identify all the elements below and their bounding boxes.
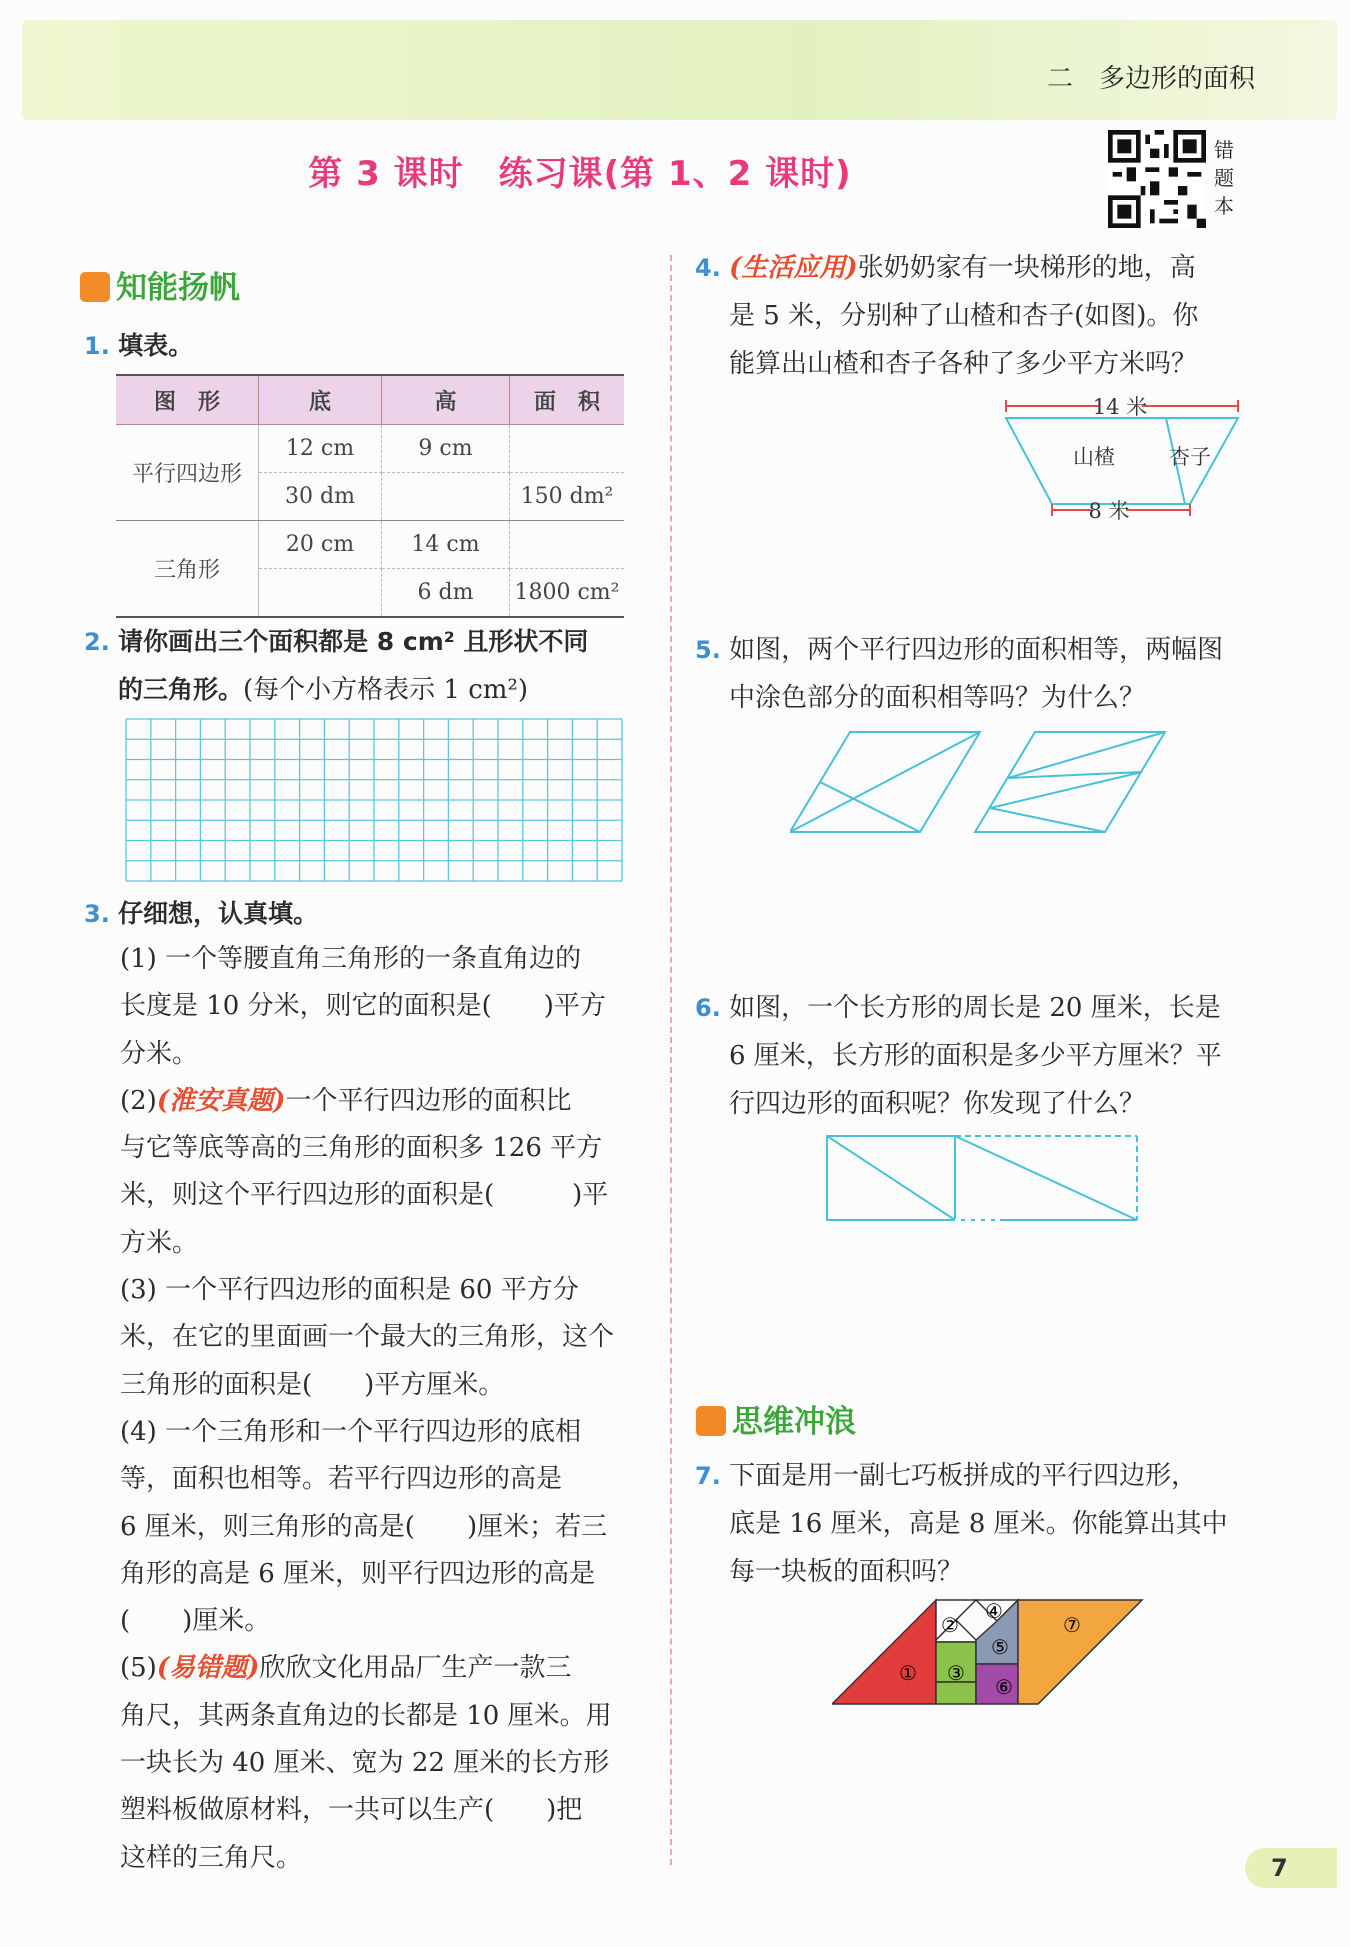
apricot-label: 杏子 [1169,445,1211,469]
section-title-1: 知能扬帆 [80,262,240,307]
piece-3-label: ③ [947,1661,965,1685]
wave-icon [696,1406,726,1436]
piece-4-label: ④ [985,1599,1003,1623]
bottom-length-label: 8 米 [1088,499,1130,523]
tangram-figure [832,1598,1146,1708]
sail-icon [80,272,110,302]
q6-prompt: 6. 如图，一个长方形的周长是 20 厘米，长是 6 厘米，长方形的面积是多少平方厘米？平 行四边形的面积呢？你发现了什么？ [695,993,1222,1119]
rectangle-parallelogram-figure [825,1132,1145,1224]
piece-1-label: ① [899,1661,917,1685]
answer-cell[interactable] [382,473,510,521]
two-parallelograms-figure [790,728,1180,838]
qr-code-icon[interactable] [1108,130,1206,228]
drawing-grid[interactable] [125,718,623,882]
piece-5-label: ⑤ [991,1635,1009,1659]
q7-prompt: 7. 下面是用一副七巧板拼成的平行四边形， 底是 16 厘米，高是 8 厘米。你能算出其中 每一块板的面积吗？ [695,1461,1228,1587]
answer-cell[interactable] [510,425,625,473]
piece-7-label: ⑦ [1063,1613,1081,1637]
answer-cell[interactable] [259,569,382,617]
hawthorn-label: 山楂 [1073,445,1115,469]
q4-prompt: 4. (生活应用)张奶奶家有一块梯形的地，高 是 5 米，分别种了山楂和杏子(如图)。你 能算出山楂和杏子各种了多少平方米吗？ [695,253,1199,379]
q3-body: (1) 一个等腰直角三角形的一条直角边的 长度是 10 分米，则它的面积是( )平方 分米。 (2)(淮安真题)一个平行四边形的面积比 与它等底等高的三角形的面积多 126 平方 米，则这个平行四边形的面积是( )平 方米。 (3) 一个平行四边形的面积是 60 平方分 米，在它的里面画一个最大的三角形，这个 三角形的面积是( )平方厘米。 (4) 一个三角形和一个平行四边形的底相 等，面积也相等。若平行四边形的高是 6 厘米，则三角形的高是( )厘米；若三 角形的高是 6 厘米，则平行四边形的高是 ( )厘米。 (5)(易错题)欣欣文化用品厂生产一款三 角尺，其两条直角边的长都是 10 厘米。用 一块长为 40 厘米、宽为 22 厘米的长方形 塑料板做原材料，一共可以生产( )把 这样的三角尺。 [120,944,615,1873]
q1-prompt: 1. 填表。 [84,331,194,360]
wrong-answer-book-label: 错 题 本 [1214,138,1234,218]
shape-parallelogram: 平行四边形 [116,425,259,521]
q5-prompt: 5. 如图，两个平行四边形的面积相等，两幅图 中涂色部分的面积相等吗？为什么？ [695,635,1224,713]
q3-prompt: 3. 仔细想，认真填。 [84,899,319,928]
piece-2-label: ② [941,1613,959,1637]
chapter-title: 二 多边形的面积 [1046,64,1255,94]
trapezoid-figure [1000,392,1250,532]
page-number: 7 [1245,1848,1337,1888]
column-divider [670,255,672,1865]
q1-table: 图 形 底 高 面 积 平行四边形 12 cm 9 cm 30 dm 150 dm² 三角形 20 cm 14 cm 6 dm 1800 cm² [116,374,624,618]
piece-6-label: ⑥ [995,1675,1013,1699]
q2-prompt: 2. 请你画出三个面积都是 8 cm² 且形状不同 的三角形。(每个小方格表示 1 cm²) [84,627,589,705]
lesson-title: 第 3 课时 练习课(第 1、2 课时) [308,154,852,194]
shape-triangle: 三角形 [116,521,259,617]
section-title-2: 思维冲浪 [696,1396,856,1441]
top-length-label: 14 米 [1092,395,1148,419]
answer-cell[interactable] [510,521,625,569]
